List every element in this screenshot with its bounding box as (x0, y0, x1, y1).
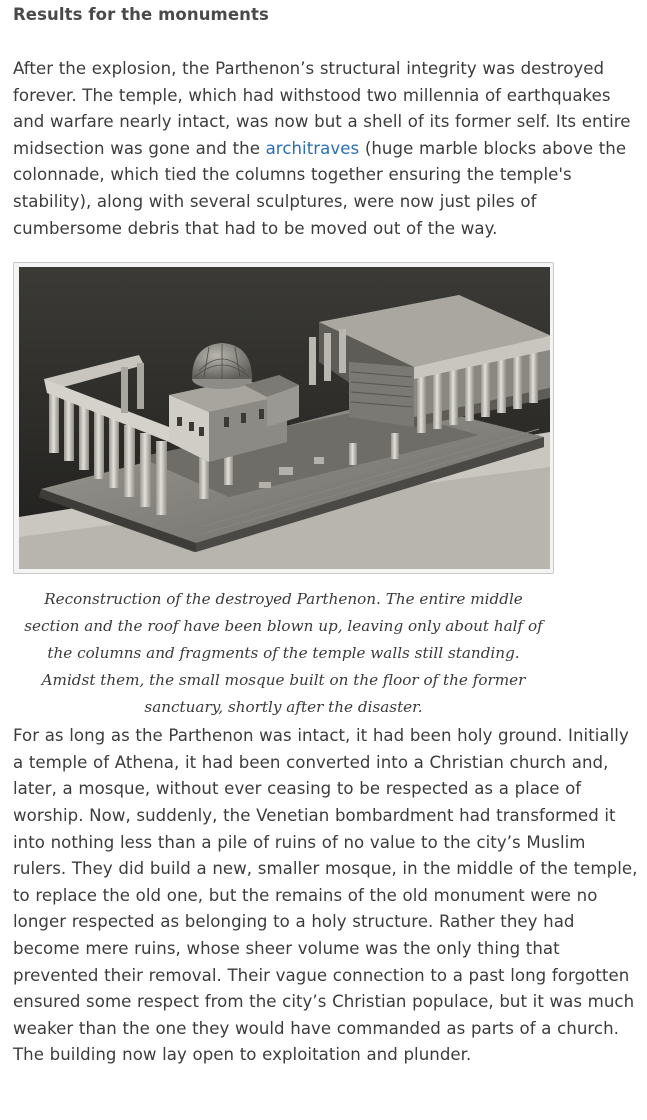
paragraph-text: (huge marble blocks above the colonnade, which tied the columns together ensuring the temple's stability), along with several sculptures, were now just piles of cumbersome debris that had to be moved out of the way. (13, 138, 627, 238)
architraves-link[interactable]: architraves (265, 138, 360, 158)
caption-line: section and the roof have been blown up, leaving only about half of (24, 617, 543, 636)
paragraph-text: After the explosion, the Parthenon’s structural integrity was destroyed forever. The temple, which had withstood two millennia of earthquakes and warfare nearly intact, was now but a shell of its former self. Its entire midsection was gone and the (13, 59, 631, 158)
section-heading: Results for the monuments (13, 5, 269, 24)
parthenon-model-photo (19, 267, 550, 569)
figure-caption (13, 574, 554, 721)
caption-line: Reconstruction of the destroyed Parthenon. The entire middle (44, 590, 523, 609)
photo-frame (13, 262, 554, 574)
caption-line: Amidst them, the small mosque built on the floor of the former (41, 671, 526, 690)
caption-line: the columns and fragments of the temple walls still standing. (47, 644, 520, 663)
paragraph-holy-ground: For as long as the Parthenon was intact, it had been holy ground. Initially a temple of Athena, it had been converted into a Christian church and, later, a mosque, without ever ceasing to be respected as a place of worship. Now, suddenly, the Venetian bombardment had transformed it into nothing less than a pile of ruins of no value to the city’s Muslim rulers. They did build a new, smaller mosque, in the middle of the temple, to replace the old one, but the remains of the old monument were no longer respected as belonging to a holy structure. Rather they had become mere ruins, whose sheer volume was the only thing that prevented their removal. Their vague connection to a past long forgotten ensured some respect from the city’s Christian populace, but it was much weaker than the one they would have commanded as parts of a church. The building now lay open to exploitation and plunder. (13, 726, 638, 1065)
paragraph-explosion (13, 56, 638, 242)
figure-parthenon (13, 262, 638, 721)
caption-line: sanctuary, shortly after the disaster. (144, 698, 423, 717)
article (13, 0, 638, 1069)
